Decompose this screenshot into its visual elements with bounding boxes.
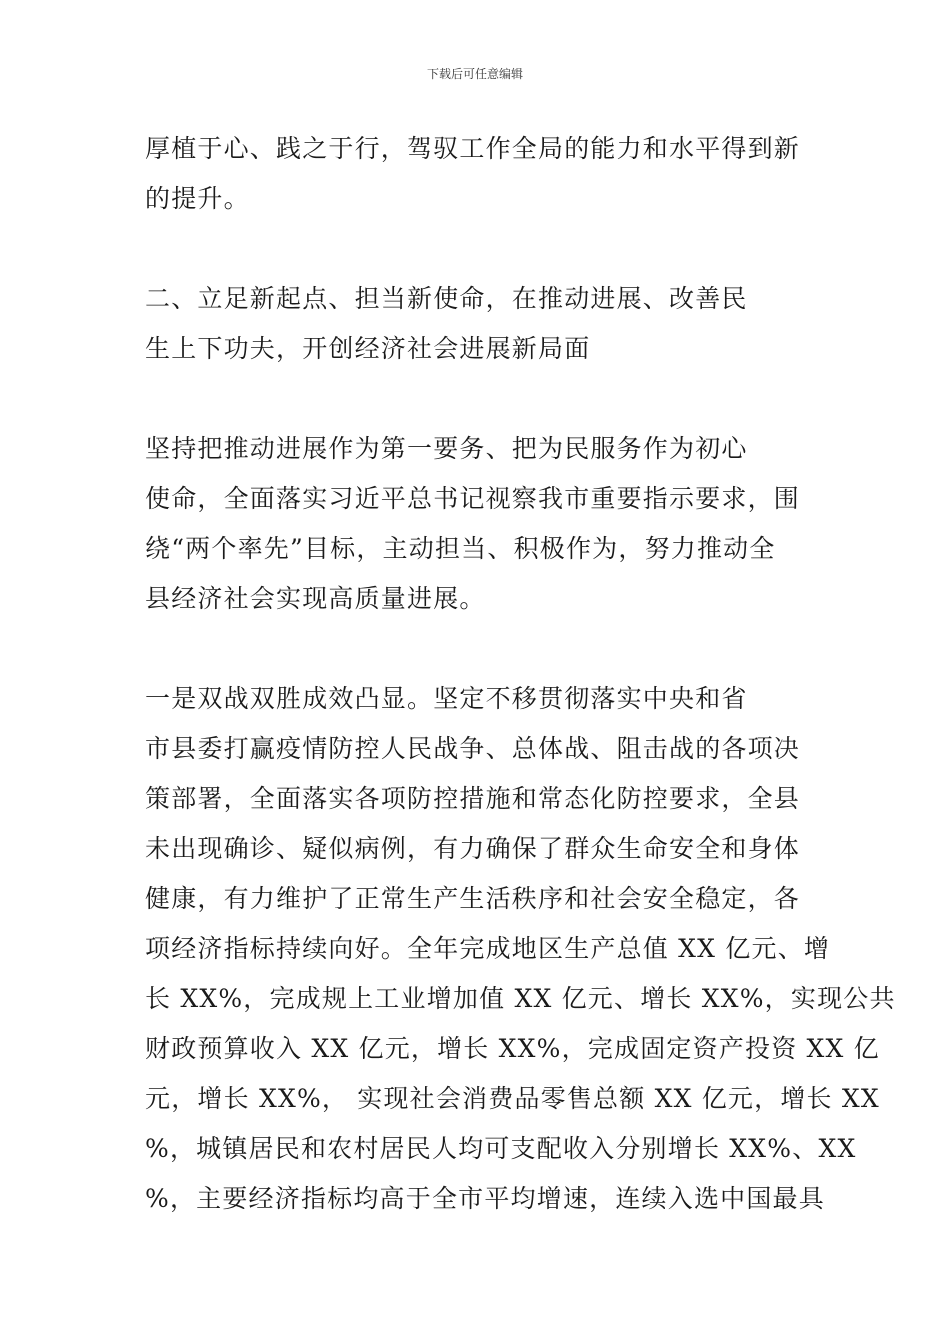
paragraph-4-line-3: 策部署，全面落实各项防控措施和常态化防控要求，全县 — [145, 784, 801, 813]
paragraph-4-line-7: 长 XX%，完成规上工业增加值 XX 亿元、增长 XX%，实现公共 — [145, 984, 896, 1013]
paragraph-3-line-3: 绕“两个率先”目标，主动担当、积极作为，努力推动全 — [145, 534, 776, 563]
paragraph-4-line-10: %，城镇居民和农村居民人均可支配收入分别增长 XX%、XX — [145, 1134, 857, 1163]
page-header-note: 下载后可任意编辑 — [426, 67, 523, 81]
paragraph-4-line-8: 财政预算收入 XX 亿元，增长 XX%，完成固定资产投资 XX 亿 — [145, 1034, 880, 1063]
paragraph-3-line-1: 坚持把推动进展作为第一要务、把为民服务作为初心 — [145, 434, 748, 463]
paragraph-4-line-6: 项经济指标持续向好。全年完成地区生产总值 XX 亿元、增 — [145, 934, 831, 963]
paragraph-4-line-9: 元，增长 XX%， 实现社会消费品零售总额 XX 亿元，增长 XX — [145, 1084, 880, 1113]
paragraph-2-line-1: 二、立足新起点、担当新使命，在推动进展、改善民 — [145, 284, 748, 313]
paragraph-1-line-1: 厚植于心、践之于行，驾驭工作全局的能力和水平得到新 — [145, 134, 801, 163]
paragraph-4-line-11: %，主要经济指标均高于全市平均增速，连续入选中国最具 — [145, 1184, 825, 1213]
paragraph-2-line-2: 生上下功夫，开创经济社会进展新局面 — [145, 334, 591, 363]
paragraph-3-line-2: 使命，全面落实习近平总书记视察我市重要指示要求，围 — [145, 484, 801, 513]
paragraph-1-line-2: 的提升。 — [145, 184, 250, 213]
paragraph-4-line-1: 一是双战双胜成效凸显。坚定不移贯彻落实中央和省 — [145, 684, 748, 713]
paragraph-4-line-4: 未出现确诊、疑似病例，有力确保了群众生命安全和身体 — [145, 834, 801, 863]
paragraph-4-line-2: 市县委打赢疫情防控人民战争、总体战、阻击战的各项决 — [145, 734, 801, 763]
paragraph-4-line-5: 健康，有力维护了正常生产生活秩序和社会安全稳定，各 — [145, 884, 801, 913]
paragraph-3-line-4: 县经济社会实现高质量进展。 — [145, 584, 486, 613]
